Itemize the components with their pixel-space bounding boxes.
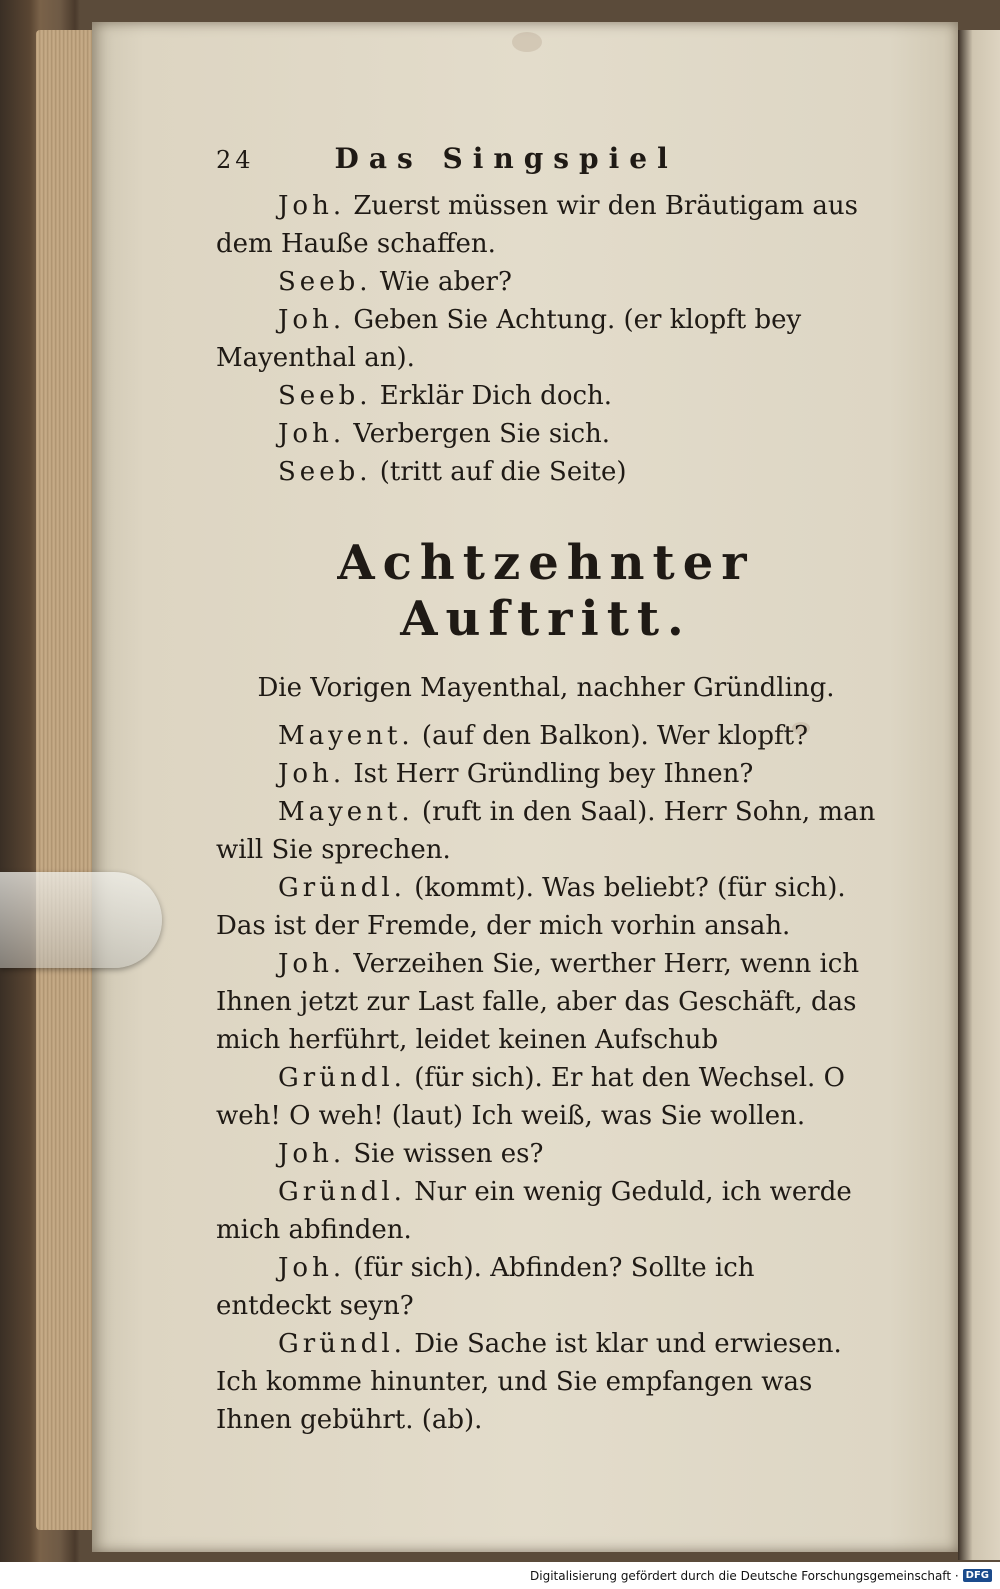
dialogue-line: Mayent. (auf den Balkon). Wer klopft?: [278, 721, 809, 751]
dialogue-line: Gründl. Die Sache ist klar und erwiesen. Ich komme hinunter, und Sie empfangen was Ihnen gebührt. (ab).: [216, 1329, 842, 1435]
digitization-footer: [0, 1562, 1000, 1589]
dialogue-line: Seeb. Erklär Dich doch.: [278, 381, 613, 411]
running-title: Das Singspiel: [334, 142, 678, 175]
dialogue-line: Gründl. (für sich). Er hat den Wechsel. O weh! O weh! (laut) Ich weiß, was Sie wollen.: [216, 1063, 845, 1131]
scene-heading: Achtzehnter Auftritt.: [337, 535, 755, 647]
dialogue-line: Joh. (für sich). Abfinden? Sollte ich entdeckt seyn?: [216, 1253, 755, 1321]
page-number: 24: [216, 146, 255, 174]
dialogue-line: Joh. Ist Herr Gründling bey Ihnen?: [278, 759, 754, 789]
dfg-logo-icon: DFG: [963, 1569, 992, 1582]
page-text: [216, 140, 876, 1439]
dialogue-line: Joh. Zuerst müssen wir den Bräutigam aus dem Hauße schaffen.: [216, 191, 859, 259]
running-header: [216, 140, 876, 179]
dialogue-line: Joh. Sie wissen es?: [278, 1139, 544, 1169]
page-clip: [0, 872, 162, 968]
dialogue-line: Gründl. (kommt). Was beliebt? (für sich). Das ist der Fremde, der mich vorhin ansah.: [216, 873, 846, 941]
dialogue-line: Joh. Verbergen Sie sich.: [278, 419, 611, 449]
page-stack-edge: [36, 30, 94, 1530]
footer-text: Digitalisierung gefördert durch die Deutsche Forschungsgemeinschaft ·: [530, 1568, 959, 1583]
dialogue-line: Mayent. (ruft in den Saal). Herr Sohn, man will Sie sprechen.: [216, 797, 876, 865]
dialogue-line: Joh. Verzeihen Sie, werther Herr, wenn ich Ihnen jetzt zur Last falle, aber das Geschäft, das mich herführt, leidet keinen Aufschub: [216, 949, 860, 1055]
cast-line: Die Vorigen Mayenthal, nachher Gründling.: [257, 673, 835, 703]
dialogue-line: Joh. Geben Sie Achtung. (er klopft bey Mayenthal an).: [216, 305, 802, 373]
dialogue-line: Gründl. Nur ein wenig Geduld, ich werde mich abfinden.: [216, 1177, 852, 1245]
facing-page-edge: [958, 30, 1000, 1560]
dialogue-line: Seeb. (tritt auf die Seite): [278, 457, 627, 487]
dialogue-line: Seeb. Wie aber?: [278, 267, 512, 297]
